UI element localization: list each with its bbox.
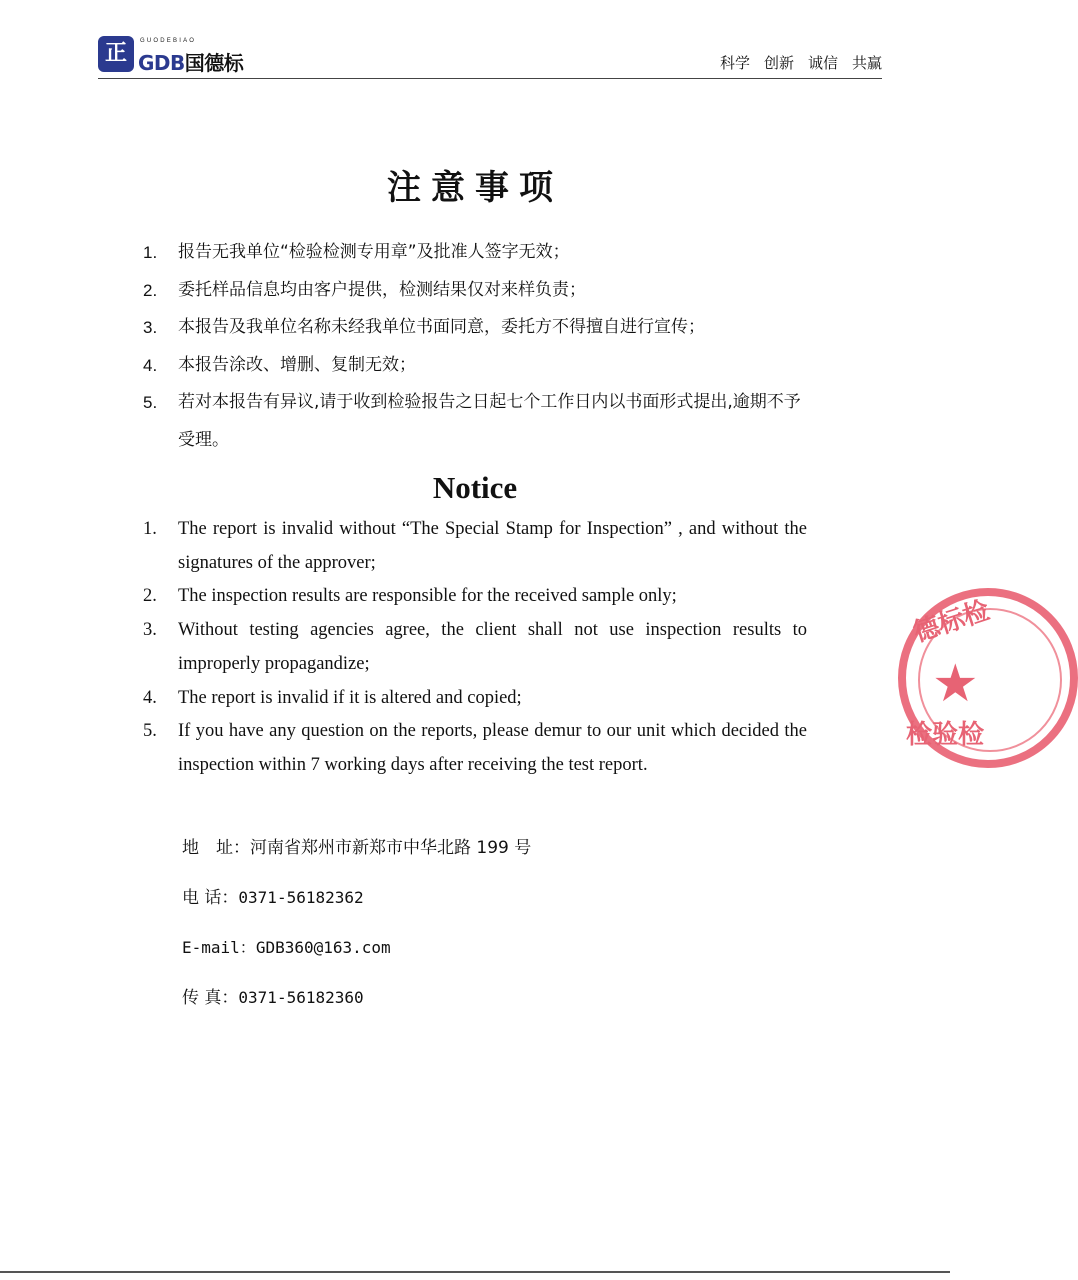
list-item [143,234,813,272]
stamp-text-bottom: 检验检 [906,720,985,750]
logo-wordmark [138,47,243,76]
item-text: The inspection results are responsible for the received sample only; [178,586,677,607]
item-text: If you have any question on the reports, please demur to our unit which decided the inspection within 7 working days after receiving the test report. [178,721,807,775]
cn-notice-title: 注意事项 [387,168,563,208]
item-number: 3. [143,620,157,641]
address-row [182,833,531,883]
email-row [182,933,531,983]
item-text: The report is invalid without “The Special Stamp for Inspection” , and without the signatures of the approver; [178,519,807,573]
en-notice-title: Notice [432,470,518,505]
phone-row [182,883,531,933]
slogan-word: 科学 [719,54,750,72]
logo-chinese: 国德标 [184,51,244,75]
email-value: GDB360@163.com [255,938,391,957]
list-item [143,580,807,614]
item-number: 5. [143,393,158,412]
item-number: 2. [143,586,157,607]
item-number: 1. [143,243,158,262]
cn-notice-list [143,234,813,459]
list-item [143,715,807,782]
item-text: 报告无我单位“检验检测专用章”及批准人签字无效； [178,242,570,262]
item-text: 本报告及我单位名称未经我单位书面同意，委托方不得擅自进行宣传； [178,317,705,337]
address-value: 河南省郑州市新郑市中华北路 199 号 [250,838,532,858]
star-icon: ★ [932,654,979,714]
item-number: 4. [143,355,158,375]
fax-value: 0371-56182360 [238,988,364,1007]
item-text: 本报告涂改、增删、复制无效； [178,354,416,375]
contact-info [182,833,531,1033]
item-text: 委托样品信息均由客户提供，检测结果仅对来样负责； [178,279,586,300]
list-item [143,272,813,310]
bottom-divider [0,1271,950,1273]
slogan-word: 诚信 [807,54,838,72]
phone-value: 0371-56182362 [238,888,364,907]
item-text: The report is invalid if it is altered and copied; [178,687,522,708]
list-item [143,347,813,385]
slogan [706,52,882,73]
list-item [143,614,807,681]
slogan-word: 创新 [763,54,794,72]
item-number: 5. [143,721,157,742]
item-number: 4. [143,687,157,708]
stamp-text-top: 德标检 [909,595,994,649]
item-number: 2. [143,280,158,300]
address-label: 地 址： [182,838,250,858]
item-text: 若对本报告有异议,请于收到检验报告之日起七个工作日内以书面形式提出,逾期不予受理。 [178,392,801,450]
logo-pinyin: GUODEBIAO [140,38,197,44]
logo-mark-icon: 正 [98,36,134,72]
item-text: Without testing agencies agree, the client shall not use inspection results to improperly propagandize; [178,620,807,674]
en-notice-list [143,513,807,783]
phone-label: 电 话： [182,888,239,908]
item-number: 1. [143,519,157,539]
fax-row [182,983,531,1033]
fax-label: 传 真： [182,988,239,1008]
list-item [143,309,813,347]
list-item [143,513,807,580]
inspection-stamp [898,588,1078,768]
item-number: 3. [143,318,158,337]
page-header [98,34,882,79]
list-item [143,682,807,716]
email-label: E-mail： [182,938,256,957]
list-item [143,384,813,459]
logo-latin: GDB [138,51,185,75]
slogan-word: 共赢 [851,54,882,72]
